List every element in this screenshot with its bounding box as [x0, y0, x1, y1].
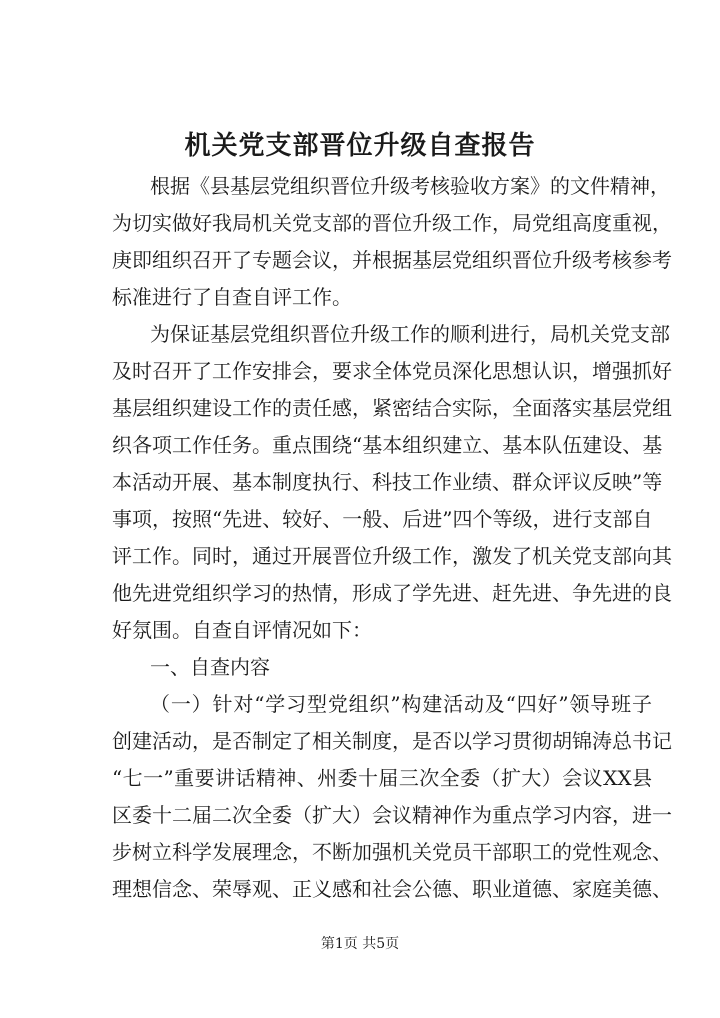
text-line: 本活动开展、基本制度执行、科技工作业绩、群众评议反映”等 — [112, 470, 663, 494]
text-line: 理想信念、荣辱观、正义感和社会公德、职业道德、家庭美德、 — [112, 877, 672, 901]
text-line: 根据《县基层党组织晋位升级考核验收方案》的文件精神， — [150, 174, 670, 198]
text-line: “七一”重要讲话精神、州委十届三次全委（扩大）会议XX县 — [112, 766, 652, 790]
text-line: （一）针对“学习型党组织”构建活动及“四好”领导班子 — [150, 692, 652, 716]
text-line: 为保证基层党组织晋位升级工作的顺利进行，局机关党支部 — [150, 322, 670, 346]
document-title: 机关党支部晋位升级自查报告 — [184, 131, 536, 161]
text-line: 事项，按照“先进、较好、一般、后进”四个等级，进行支部自 — [112, 507, 653, 531]
text-line: 基层组织建设工作的责任感，紧密结合实际，全面落实基层党组 — [112, 396, 672, 420]
text-line: 步树立科学发展理念，不断加强机关党员干部职工的党性观念、 — [112, 840, 672, 864]
text-line: 庚即组织召开了专题会议，并根据基层党组织晋位升级考核参考 — [112, 248, 672, 272]
text-line: 织各项工作任务。重点围绕“基本组织建立、基本队伍建设、基 — [112, 433, 663, 457]
text-line: 标准进行了自查自评工作。 — [112, 285, 352, 309]
text-line: 评工作。同时，通过开展晋位升级工作，激发了机关党支部向其 — [112, 544, 672, 568]
text-line: 创建活动，是否制定了相关制度，是否以学习贯彻胡锦涛总书记 — [112, 729, 672, 753]
text-line: 好氛围。自查自评情况如下： — [112, 618, 372, 642]
text-line: 区委十二届二次全委（扩大）会议精神作为重点学习内容，进一 — [112, 803, 672, 827]
text-line: 为切实做好我局机关党支部的晋位升级工作，局党组高度重视， — [112, 211, 672, 235]
text-line: 及时召开了工作安排会，要求全体党员深化思想认识，增强抓好 — [112, 359, 672, 383]
section-heading: 一、自查内容 — [150, 655, 270, 679]
text-line: 他先进党组织学习的热情，形成了学先进、赶先进、争先进的良 — [112, 581, 672, 605]
page-footer: 第1页 共5页 — [320, 936, 400, 952]
